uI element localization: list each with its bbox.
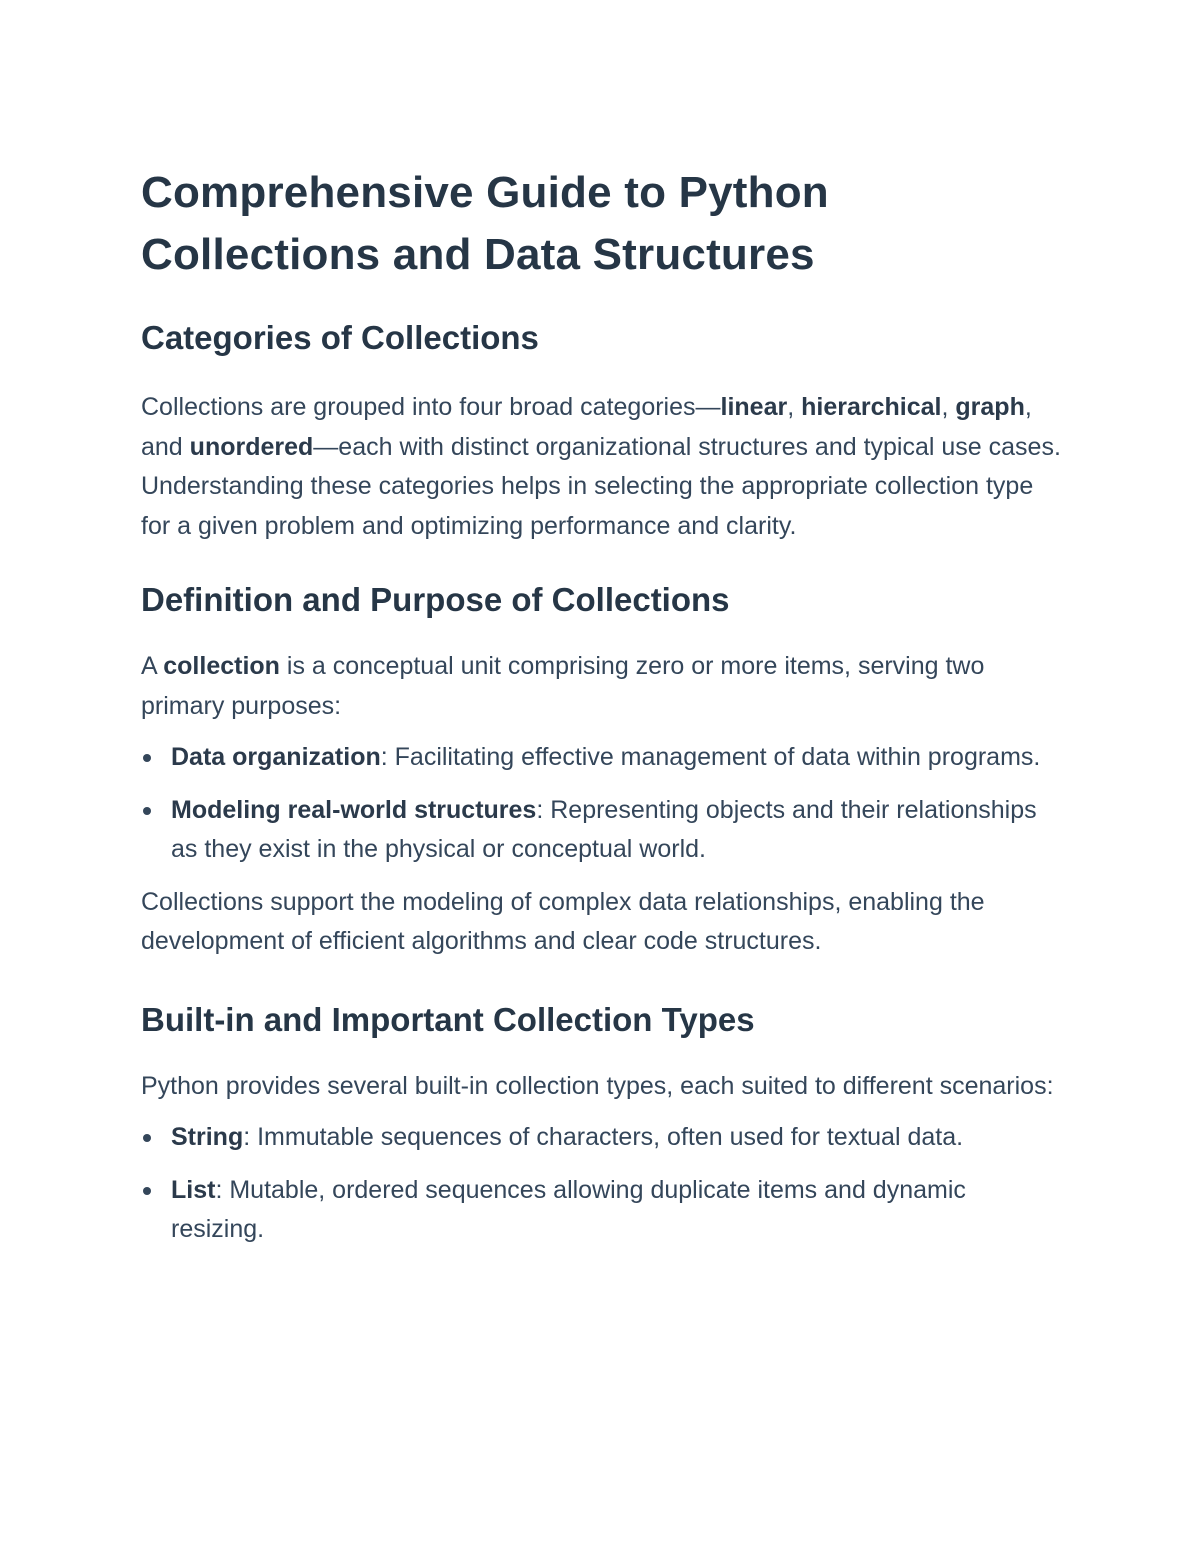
builtin-intro: Python provides several built-in collection types, each suited to different scenarios: — [141, 1071, 1054, 1100]
bullet-icon — [143, 1134, 151, 1142]
list-item-term: String — [171, 1123, 244, 1151]
list-item-text: : Facilitating effective management of data within programs. — [380, 743, 1041, 771]
list-item-term: List — [171, 1175, 216, 1204]
list-item-text: : Representing objects and their relationships as they exist in the physical or conceptual world. — [171, 795, 1037, 863]
term-hierarchical: hierarchical — [801, 393, 942, 421]
categories-paragraph: Collections are grouped into four broad categories—linear, hierarchical, graph, and unordered—each with distinct organizational structures and typical use cases. Understanding these categories helps in selecting the appropriate collection type for a given problem and optimizing performance and clarity. — [141, 393, 1061, 540]
document-title: Comprehensive Guide to Python Collections and Data Structures — [141, 168, 829, 279]
definition-intro: A collection is a conceptual unit comprising zero or more items, serving two primary purposes: — [141, 652, 985, 720]
list-item-text: : Immutable sequences of characters, often used for textual data. — [243, 1123, 964, 1151]
definition-closing: Collections support the modeling of complex data relationships, enabling the development of efficient algorithms and clear code structures. — [141, 887, 985, 955]
heading-builtin-types: Built-in and Important Collection Types — [141, 1000, 755, 1038]
document-page — [141, 162, 1061, 1263]
term-linear: linear — [720, 393, 788, 421]
bullet-icon — [143, 754, 151, 762]
term-graph: graph — [955, 393, 1025, 421]
heading-definition: Definition and Purpose of Collections — [141, 581, 730, 618]
list-item — [141, 791, 1061, 870]
list-item-term: Modeling real-world structures — [171, 795, 537, 824]
term-unordered: unordered — [189, 432, 314, 461]
list-item-term: Data organization — [171, 743, 381, 771]
list-item — [141, 1171, 1061, 1250]
bullet-icon — [143, 807, 151, 815]
list-item-text: : Mutable, ordered sequences allowing duplicate items and dynamic resizing. — [171, 1175, 966, 1243]
builtin-types-list — [141, 1118, 1061, 1250]
list-item — [141, 1118, 1061, 1158]
purpose-list — [141, 738, 1061, 870]
term-collection: collection — [163, 652, 280, 680]
list-item — [141, 738, 1061, 778]
heading-categories: Categories of Collections — [141, 319, 539, 356]
bullet-icon — [143, 1187, 151, 1195]
